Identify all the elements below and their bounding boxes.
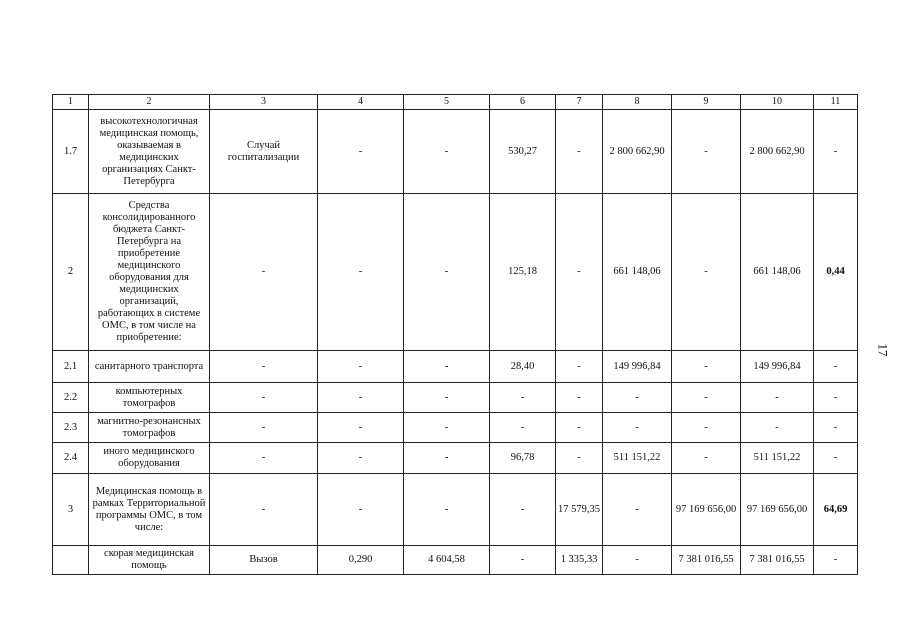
cell: -: [672, 443, 741, 474]
cell: 661 148,06: [741, 194, 814, 351]
cell: 0,290: [318, 546, 404, 575]
cell: -: [556, 110, 603, 194]
cell: -: [318, 443, 404, 474]
cell: -: [404, 351, 490, 383]
row-description: санитарного транспорта: [89, 351, 210, 383]
header-cell: 3: [210, 95, 318, 110]
cell: -: [672, 194, 741, 351]
cell: -: [318, 413, 404, 443]
cell: 64,69: [814, 474, 858, 546]
header-cell: 6: [490, 95, 556, 110]
cell: 511 151,22: [603, 443, 672, 474]
cell: -: [318, 383, 404, 413]
header-cell: 7: [556, 95, 603, 110]
cell: 28,40: [490, 351, 556, 383]
header-cell: 1: [53, 95, 89, 110]
unit-cell: Вызов: [210, 546, 318, 575]
unit-cell: -: [210, 443, 318, 474]
cell: 97 169 656,00: [741, 474, 814, 546]
unit-cell: -: [210, 413, 318, 443]
cell: 1 335,33: [556, 546, 603, 575]
cell: -: [556, 413, 603, 443]
row-number: [53, 546, 89, 575]
table-row: [53, 383, 858, 413]
cell: -: [404, 194, 490, 351]
row-number: 2.2: [53, 383, 89, 413]
table-row: [53, 194, 858, 351]
page-number: 17: [875, 343, 891, 357]
cell: -: [672, 413, 741, 443]
row-number: 2.3: [53, 413, 89, 443]
header-cell: 2: [89, 95, 210, 110]
row-number: 1.7: [53, 110, 89, 194]
cell: -: [404, 383, 490, 413]
cell: -: [672, 110, 741, 194]
cell: -: [556, 351, 603, 383]
header-cell: 8: [603, 95, 672, 110]
cell: 149 996,84: [741, 351, 814, 383]
cell: -: [556, 383, 603, 413]
cell: -: [603, 474, 672, 546]
cell: -: [318, 351, 404, 383]
cell: 96,78: [490, 443, 556, 474]
cell: -: [603, 413, 672, 443]
cell: -: [404, 443, 490, 474]
table-row: [53, 351, 858, 383]
cell: -: [741, 413, 814, 443]
cell: 125,18: [490, 194, 556, 351]
row-number: 2.1: [53, 351, 89, 383]
cell: -: [672, 383, 741, 413]
table-row: [53, 110, 858, 194]
row-description: магнитно-резонансных томографов: [89, 413, 210, 443]
unit-cell: -: [210, 351, 318, 383]
cell: -: [556, 443, 603, 474]
cell: -: [490, 546, 556, 575]
cell: 17 579,35: [556, 474, 603, 546]
unit-cell: -: [210, 383, 318, 413]
cell: -: [814, 413, 858, 443]
header-cell: 5: [404, 95, 490, 110]
header-cell: 11: [814, 95, 858, 110]
cell: 2 800 662,90: [603, 110, 672, 194]
cell: -: [404, 413, 490, 443]
row-description: иного медицинского оборудования: [89, 443, 210, 474]
cell: -: [814, 443, 858, 474]
cell: 149 996,84: [603, 351, 672, 383]
row-description: Медицинская помощь в рамках Территориальной программы ОМС, в том числе:: [89, 474, 210, 546]
unit-cell: Случай госпитализации: [210, 110, 318, 194]
cell: -: [490, 383, 556, 413]
row-description: Средства консолидированного бюджета Санкт-Петербурга на приобретение медицинского оборудования для медицинских организаций, работающих в системе ОМС, в том числе на приобретение:: [89, 194, 210, 351]
cell: 661 148,06: [603, 194, 672, 351]
cell: -: [404, 110, 490, 194]
header-cell: 10: [741, 95, 814, 110]
table-row: [53, 474, 858, 546]
cell: -: [814, 546, 858, 575]
row-number: 2.4: [53, 443, 89, 474]
cell: 7 381 016,55: [672, 546, 741, 575]
table-row: [53, 413, 858, 443]
row-description: компьютерных томографов: [89, 383, 210, 413]
header-cell: 9: [672, 95, 741, 110]
cell: 530,27: [490, 110, 556, 194]
cell: 2 800 662,90: [741, 110, 814, 194]
row-number: 2: [53, 194, 89, 351]
cell: -: [814, 351, 858, 383]
cell: -: [603, 383, 672, 413]
row-number: 3: [53, 474, 89, 546]
unit-cell: -: [210, 474, 318, 546]
cell: 0,44: [814, 194, 858, 351]
cell: -: [814, 110, 858, 194]
cell: -: [741, 383, 814, 413]
table-row: [53, 546, 858, 575]
row-description: скорая медицинская помощь: [89, 546, 210, 575]
cell: -: [556, 194, 603, 351]
table-row: [53, 443, 858, 474]
cell: -: [318, 194, 404, 351]
row-description: высокотехнологичная медицинская помощь, оказываемая в медицинских организациях Санкт-Петербурга: [89, 110, 210, 194]
cell: -: [318, 110, 404, 194]
unit-cell: -: [210, 194, 318, 351]
cell: 511 151,22: [741, 443, 814, 474]
cell: 97 169 656,00: [672, 474, 741, 546]
cell: -: [814, 383, 858, 413]
budget-table: [52, 94, 858, 575]
cell: -: [318, 474, 404, 546]
cell: -: [672, 351, 741, 383]
cell: -: [404, 474, 490, 546]
header-cell: 4: [318, 95, 404, 110]
cell: 7 381 016,55: [741, 546, 814, 575]
cell: -: [490, 474, 556, 546]
cell: -: [490, 413, 556, 443]
header-row: [53, 95, 858, 110]
cell: 4 604,58: [404, 546, 490, 575]
cell: -: [603, 546, 672, 575]
